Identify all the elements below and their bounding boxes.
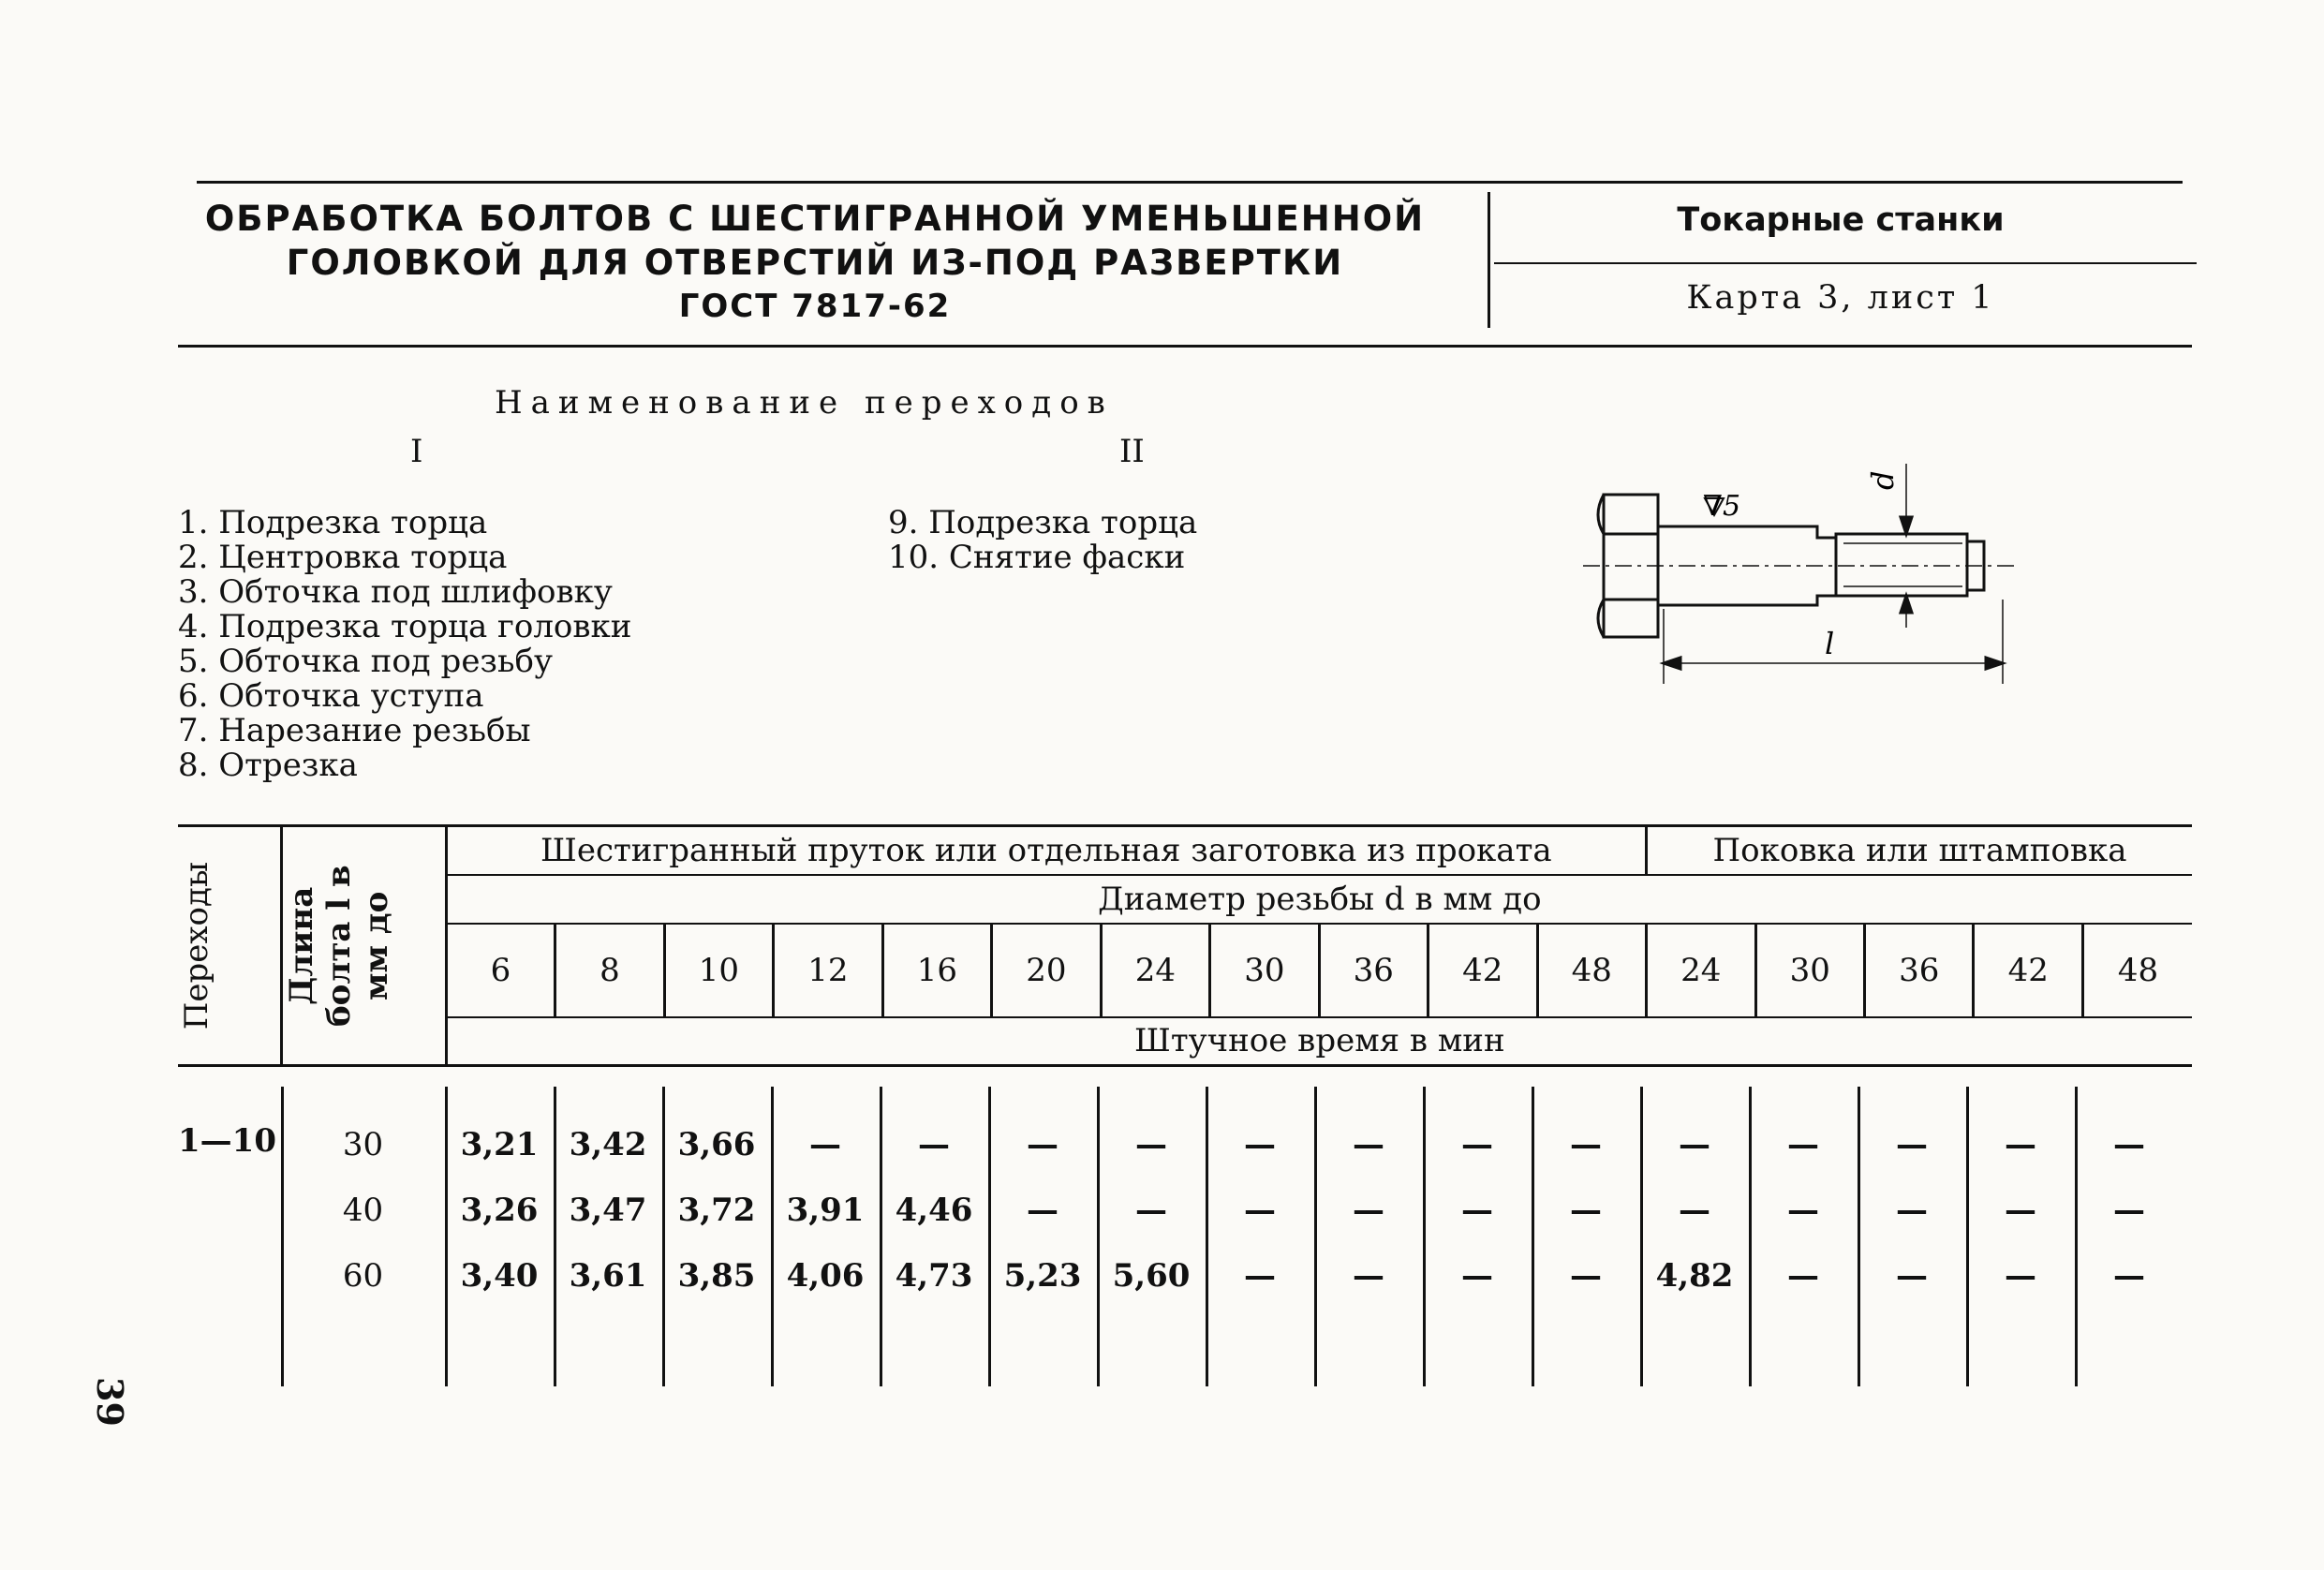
table-body bbox=[178, 1087, 2192, 1386]
diameters-row bbox=[178, 924, 2192, 1017]
diameter-cell: 10 bbox=[664, 924, 773, 1017]
value-cell: — bbox=[1027, 1126, 1058, 1163]
value-cell: 3,91 bbox=[786, 1192, 865, 1229]
list-item: 5. Обточка под резьбу bbox=[178, 643, 553, 680]
title-line-1: ОБРАБОТКА БОЛТОВ С ШЕСТИГРАННОЙ УМЕНЬШЕННОЙ bbox=[204, 199, 1426, 239]
diameter-cell: 42 bbox=[1974, 924, 2082, 1017]
value-cell: — bbox=[1896, 1257, 1928, 1295]
list-item: 1. Подрезка торца bbox=[178, 504, 488, 541]
diameter-cell: 20 bbox=[992, 924, 1101, 1017]
value-cell: 3,66 bbox=[677, 1126, 756, 1163]
value-cell: — bbox=[1135, 1126, 1167, 1163]
value-cell: — bbox=[1027, 1192, 1058, 1229]
value-cell: — bbox=[1135, 1192, 1167, 1229]
group-1-label: I bbox=[410, 433, 423, 470]
card-number: Карта 3, лист 1 bbox=[1686, 279, 1995, 317]
value-cell: — bbox=[1679, 1192, 1710, 1229]
value-cell: 4,82 bbox=[1655, 1257, 1734, 1295]
transitions-heading: Наименование переходов bbox=[495, 384, 1114, 422]
transition-list-2 bbox=[888, 506, 1197, 575]
value-cell: 5,60 bbox=[1112, 1257, 1191, 1295]
list-item: 8. Отрезка bbox=[178, 747, 358, 784]
value-cell: — bbox=[2113, 1192, 2145, 1229]
list-item: 9. Подрезка торца bbox=[888, 504, 1198, 541]
transition-list-1 bbox=[178, 506, 631, 783]
value-cell: — bbox=[2113, 1257, 2145, 1295]
value-cell: — bbox=[1461, 1192, 1493, 1229]
title-line-3: ГОСТ 7817-62 bbox=[678, 288, 952, 325]
value-cell: — bbox=[918, 1126, 950, 1163]
value-cell: — bbox=[1570, 1126, 1602, 1163]
length-cell: 30 bbox=[342, 1126, 384, 1163]
value-cell: — bbox=[1353, 1192, 1384, 1229]
value-cell: 4,06 bbox=[786, 1257, 865, 1295]
header-bottom-rule bbox=[178, 345, 2192, 348]
diameter-cell: 8 bbox=[555, 924, 664, 1017]
value-cell: — bbox=[1896, 1192, 1928, 1229]
diameter-cell: 30 bbox=[1210, 924, 1319, 1017]
diameter-cell: 48 bbox=[2117, 951, 2159, 989]
list-item: 4. Подрезка торца головки bbox=[178, 608, 632, 645]
value-cell: — bbox=[1787, 1126, 1819, 1163]
value-cell: — bbox=[1787, 1192, 1819, 1229]
header-right-rule bbox=[1494, 262, 2197, 264]
diameter-cell: 16 bbox=[882, 924, 991, 1017]
value-cell: 3,40 bbox=[460, 1257, 539, 1295]
transitions-value: 1—10 bbox=[178, 1122, 276, 1160]
value-cell: — bbox=[1570, 1257, 1602, 1295]
value-cell: — bbox=[1787, 1257, 1819, 1295]
value-cell: — bbox=[1679, 1126, 1710, 1163]
diameter-cell: 24 bbox=[1647, 924, 1755, 1017]
roughness-mark: ∇5 bbox=[1703, 490, 1741, 523]
value-cell: — bbox=[1570, 1192, 1602, 1229]
machine-type: Токарные станки bbox=[1677, 201, 2005, 239]
header-diameter: Диаметр резьбы d в мм до bbox=[446, 875, 2192, 924]
diameter-cell: 30 bbox=[1755, 924, 1864, 1017]
list-item: 3. Обточка под шлифовку bbox=[178, 573, 613, 611]
value-cell: 4,73 bbox=[895, 1257, 973, 1295]
value-cell: 5,23 bbox=[1003, 1257, 1082, 1295]
value-cell: — bbox=[1461, 1257, 1493, 1295]
value-cell: — bbox=[2113, 1126, 2145, 1163]
value-cell: — bbox=[1244, 1192, 1276, 1229]
diameter-cell: 42 bbox=[1428, 924, 1537, 1017]
value-cell: — bbox=[809, 1126, 841, 1163]
time-table bbox=[178, 824, 2192, 1067]
value-cell: 3,21 bbox=[460, 1126, 539, 1163]
header-group-bar: Шестигранный пруток или отдельная заготовка из проката bbox=[446, 826, 1646, 875]
value-cell: 3,42 bbox=[569, 1126, 647, 1163]
value-cell: — bbox=[1353, 1126, 1384, 1163]
list-item: 10. Снятие фаски bbox=[888, 539, 1186, 576]
diameter-cell: 48 bbox=[1537, 924, 1646, 1017]
value-cell: 3,26 bbox=[460, 1192, 539, 1229]
value-cell: 4,46 bbox=[895, 1192, 973, 1229]
length-cell: 40 bbox=[342, 1192, 384, 1229]
bolt-drawing bbox=[1583, 450, 2033, 693]
list-item: 2. Центровка торца bbox=[178, 539, 508, 576]
value-cell: 3,72 bbox=[677, 1192, 756, 1229]
group-2-label: II bbox=[1119, 433, 1145, 470]
page-number: 39 bbox=[89, 1377, 131, 1427]
header-group-forging: Поковка или штамповка bbox=[1647, 826, 2192, 875]
diameter-cell: 24 bbox=[1101, 924, 1209, 1017]
dimension-d-label: d bbox=[1865, 470, 1901, 490]
top-rule bbox=[197, 181, 2183, 184]
value-cell: 3,85 bbox=[677, 1257, 756, 1295]
value-cell: — bbox=[1353, 1257, 1384, 1295]
dimension-l-label: l bbox=[1825, 626, 1835, 661]
title-line-2: ГОЛОВКОЙ ДЛЯ ОТВЕРСТИЙ ИЗ-ПОД РАЗВЕРТКИ bbox=[286, 243, 1344, 283]
value-cell: — bbox=[1244, 1257, 1276, 1295]
list-item: 6. Обточка уступа bbox=[178, 677, 484, 715]
value-cell: 3,61 bbox=[569, 1257, 647, 1295]
diameter-cell: 12 bbox=[774, 924, 882, 1017]
diameter-cell: 36 bbox=[1864, 924, 1973, 1017]
value-cell: — bbox=[2005, 1126, 2036, 1163]
header-length: Длина болта l в мм до bbox=[281, 826, 446, 1066]
header-divider bbox=[1488, 192, 1490, 328]
value-cell: — bbox=[1896, 1126, 1928, 1163]
length-cell: 60 bbox=[342, 1257, 384, 1295]
value-cell: — bbox=[1244, 1126, 1276, 1163]
list-item: 7. Нарезание резьбы bbox=[178, 712, 531, 749]
diameter-cell: 6 bbox=[446, 924, 555, 1017]
value-cell: — bbox=[2005, 1257, 2036, 1295]
value-cell: — bbox=[2005, 1192, 2036, 1229]
document-title bbox=[197, 197, 1433, 329]
header-transitions: Переходы bbox=[178, 826, 281, 1066]
diameter-cell: 36 bbox=[1319, 924, 1428, 1017]
value-cell: 3,47 bbox=[569, 1192, 647, 1229]
value-cell: — bbox=[1461, 1126, 1493, 1163]
header-time: Штучное время в мин bbox=[446, 1017, 2192, 1066]
